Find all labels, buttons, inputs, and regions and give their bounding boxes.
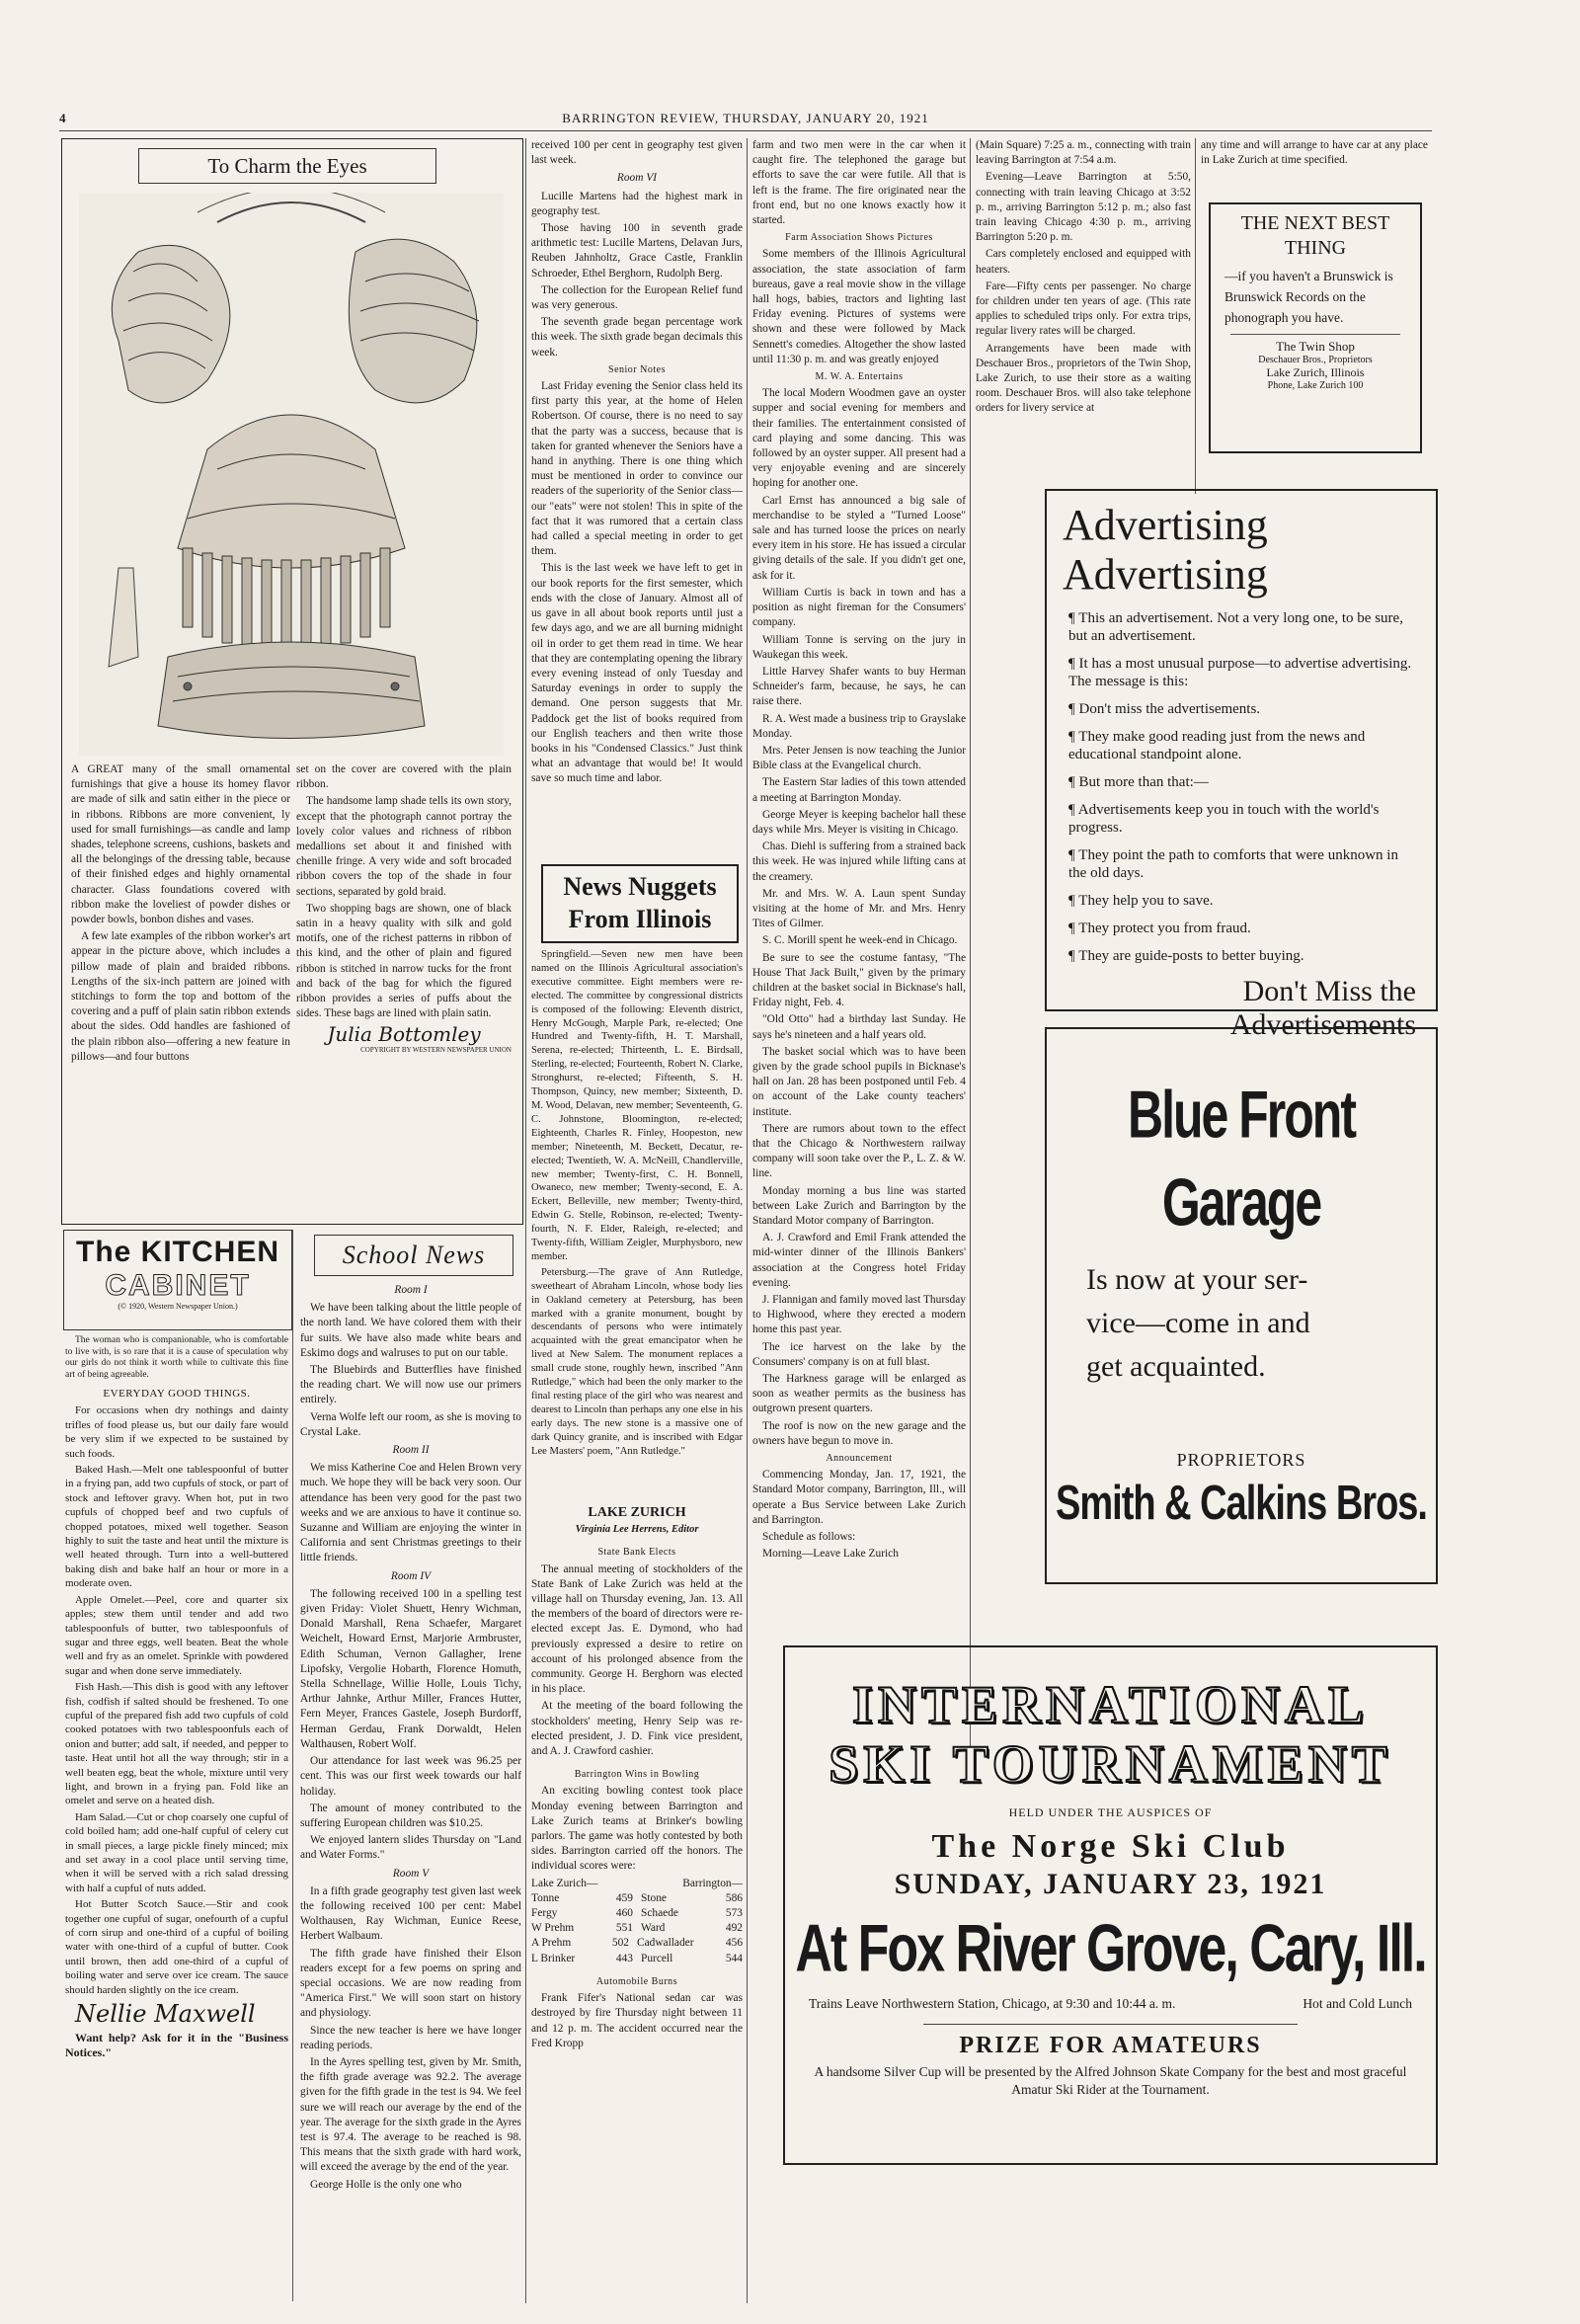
pilcrow-icon: ¶ (1068, 948, 1079, 964)
twin-shop-ad (1209, 202, 1422, 453)
score-row (531, 1921, 743, 1936)
col4-paragraph: farm and two men were in the car when it caught fire. The telephoned the garage but efforts to save the car were futile. All that is left is the frame. The fire originated near the front end, but no one knows exactly how it started. (752, 139, 966, 227)
ski-title-2: SKI TOURNAMENT (829, 1734, 1392, 1794)
advertising-item (1068, 609, 1418, 645)
score-row (531, 1952, 743, 1966)
twin-shop-body: —if you haven't a Brunswick is Brunswick Records on the phonograph you have. (1224, 269, 1393, 325)
advertising-item-text: They make good reading just from the news and educational standpoint alone. (1068, 729, 1366, 762)
ski-club: The Norge Ski Club (931, 1828, 1290, 1865)
col4-paragraph: Little Harvey Shafer wants to buy Herman Schneider's farm, because, he says, he can raise there. (752, 665, 966, 708)
score-head-right: Barrington— (682, 1877, 743, 1889)
page-number: 4 (59, 111, 67, 125)
school-paragraph: Verna Wolfe left our room, as she is moving to Crystal Lake. (300, 1410, 521, 1438)
advertising-bottom-1: Don't Miss the (1242, 975, 1416, 1007)
score-cell: Tonne (531, 1891, 560, 1904)
column-rule (1195, 138, 1196, 494)
score-cell: A Prehm (531, 1937, 572, 1950)
lake-zurich-paragraph: Frank Fifer's National sedan car was destroyed by fire Thursday night between 11 and 12 p. m. The accident occurred near the Fred Kropp (531, 1992, 743, 2049)
col4-paragraph: J. Flannigan and family moved last Thursday to Highwood, where they erected a modern home this past year. (752, 1294, 966, 1336)
col4-text (752, 138, 966, 1758)
column-rule (970, 138, 971, 1758)
score-cell: 443 (615, 1952, 633, 1964)
kitchen-paragraph: Ham Salad.—Cut or chop coarsely one cupful of cold boiled ham; add one-half cupful of celery cut in small pieces, a large pickle finely minced; mix and set away in a cool place until serving time, when it will be served with a rich salad dressing with half a cupful of nuts added. (65, 1810, 288, 1894)
charm-text-right (296, 762, 512, 1207)
advertising-item-text: Advertisements keep you in touch with the world's progress. (1068, 802, 1380, 836)
ski-date: SUNDAY, JANUARY 23, 1921 (894, 1868, 1327, 1900)
score-cell: 551 (615, 1922, 633, 1935)
col3-paragraph: The seventh grade began percentage work this week. The sixth grade began decimals this week. (531, 316, 743, 359)
garage-body-1: Is now at your ser- (1086, 1263, 1308, 1296)
col5-paragraph: Arrangements have been made with Deschauer Bros., proprietors of the Twin Shop, Lake Zurich, to use their store as a waiting room. Deschauer Bros. will also take telephone orders for livery service at (976, 342, 1191, 415)
col4-paragraph: William Curtis is back in town and has a position as night fireman for the Consumers' company. (752, 586, 966, 629)
score-cell: 586 (725, 1891, 743, 1904)
school-paragraph: We have been talking about the little people of the north land. We have colored them with their fur suits. We have also made white bears and Eskimo dogs and walruses to put on our table. (300, 1302, 521, 1359)
score-row (531, 1891, 743, 1906)
kitchen-copyright: (© 1920, Western Newspaper Union.) (118, 1302, 238, 1311)
kitchen-masthead (63, 1230, 292, 1330)
col3-paragraph: received 100 per cent in geography test given last week. (531, 139, 743, 167)
room-heading: Room V (392, 1867, 430, 1880)
score-cell: 492 (725, 1922, 743, 1935)
twin-shop-owners: Deschauer Bros., Proprietors (1258, 355, 1373, 365)
school-paragraph: The amount of money contributed to the suffering European children was $10.25. (300, 1802, 521, 1829)
lake-zurich-text (531, 1501, 743, 2306)
school-paragraph: The Bluebirds and Butterflies have finished the reading chart. We will now use our primers entirely. (300, 1364, 521, 1406)
kitchen-signature: Nellie Maxwell (75, 2000, 256, 2029)
col4-paragraph: The local Modern Woodmen gave an oyster supper and social evening for members and their families. The entertainment consisted of card playing and some dancing. This was followed by an oyster supper. All present had a very enjoyable evening and are sincerely hoping for another one. (752, 387, 966, 490)
kitchen-title-bottom: CABINET (105, 1269, 251, 1302)
charm-paragraph: The handsome lamp shade tells its own story, except that the photograph cannot portray the lovely color values and richness of ribbon medallions set about it and finished with chenille fringe. A very wide and soft brocaded ribbon covers the top of the shade in four sections, separated by gold braid. (296, 795, 512, 898)
kitchen-paragraph: Baked Hash.—Melt one tablespoonful of butter in a frying pan, add two cupfuls of stock, or part of stock and leftover gravy. When hot, put in two cupfuls of chopped beef and two cupfuls of chopped potatoes, mixed well together. Season highly to suit the taste and heat until the mixture is well heated through. Turn into a well-buttered baking dish and bake half an hour or more in a moderate oven. (65, 1464, 288, 1590)
score-cell: 573 (725, 1907, 743, 1920)
twin-shop-name: The Twin Shop (1276, 339, 1355, 354)
col4-paragraph: Chas. Diehl is suffering from a strained back this week. He was injured while lifting cans at the creamery. (752, 841, 966, 883)
school-paragraph: The fifth grade have finished their Elson readers except for a few poems on spring and special occasions. We are now reading from "America First." We will soon start on history and physiology. (300, 1947, 521, 2020)
col6-text (1201, 138, 1428, 198)
school-paragraph: The following received 100 in a spelling test given Friday: Violet Shuett, Henry Wichman, Donald Marshall, Rena Schaefer, Margaret Weichelt, Howard Ernst, Marjorie Armbruster, Edith Schuman, Vernon Gallagher, Irene Lipofsky, Vergolie Hobarth, Florence Homuth, Stella Schnellage, Willie Holle, Louis Tichy, Arthur Jahnke, Arthur Miller, Frances Hutter, Fern Meyer, Frances Gastele, Joseph Burdorff, Herman Gerdau, Frank Dorwaldt, Helen Walthausen, Robert Wolf. (300, 1587, 521, 1750)
kitchen-text (65, 1335, 288, 2303)
twin-shop-title-2: THING (1284, 237, 1347, 259)
col3-paragraph: Lucille Martens had the highest mark in geography test. (531, 190, 743, 217)
score-header (531, 1877, 743, 1891)
school-paragraph: We enjoyed lantern slides Thursday on "Land and Water Forms." (300, 1834, 521, 1862)
kitchen-paragraph: Fish Hash.—This dish is good with any leftover fish, codfish if salted should be freshened. To one cupful of the prepared fish add two cupfuls of cold cooked potatoes with two tablespoonfuls each of onion and butter; add salt, if needed, and pepper to taste. Heat until hot all the way through; stir in a well beaten egg, beat the whole, mixture until very light, and brown in a frying pan. Fold like an omelet and serve on a heated dish. (65, 1681, 288, 1807)
kitchen-quote: The woman who is companionable, who is comfortable to live with, is so rare that it is a cause of speculation why our girls do not think it worth while to cultivate this fine art of being agreeable. (65, 1335, 288, 1380)
col6-paragraph: any time and will arrange to have car at any place in Lake Zurich at time specified. (1201, 139, 1428, 167)
score-cell: 456 (725, 1937, 743, 1950)
pilcrow-icon: ¶ (1068, 921, 1079, 936)
score-cell: W Prehm (531, 1922, 575, 1935)
ski-place: At Fox River Grove, Cary, Ill. (795, 1911, 1426, 1986)
col4-paragraph: Morning—Leave Lake Zurich (762, 1548, 899, 1561)
advertising-item-text: This an advertisement. Not a very long one, to be sure, but an advertisement. (1068, 610, 1403, 644)
charm-paragraph: A few late examples of the ribbon worker's art appear in the picture above, which includes a pillow made of plain and braided ribbons. Lengths of the six-inch pattern are joined with stitchings to form the top and bottom of the covering and a puff of plain satin ribbon extends about the sides. Odd handles are fashioned of the plain ribbon also—offering a new feature in pillows—and four buttons (71, 930, 290, 1063)
col4-paragraph: The Eastern Star ladies of this town attended a meeting at Barrington Monday. (752, 776, 966, 804)
news-nuggets-text (531, 948, 743, 1501)
col4-paragraph: "Old Otto" had a birthday last Sunday. He says he's nineteen and a half years old. (752, 1013, 966, 1041)
school-paragraph: We miss Katherine Coe and Helen Brown very much. We hope they will be back very soon. Our attendance has been very good for the past two weeks and we are anxious to have it continue so. Suzanne and William are enjoying the winter in California and sent Christmas greetings to their little friends. (300, 1462, 521, 1564)
lake-zurich-editor: Virginia Lee Herrens, Editor (575, 1524, 699, 1536)
col4-paragraph: There are rumors about town to the effect that the Chicago & Northwestern railway company will soon take over the P., L. Z. & W. line. (752, 1122, 966, 1180)
advertising-ad (1045, 489, 1438, 1041)
ski-auspices: HELD UNDER THE AUSPICES OF (1008, 1805, 1213, 1819)
school-paragraph: Since the new teacher is here we have longer reading periods. (300, 2024, 521, 2051)
column-rule (747, 138, 748, 2303)
col5-paragraph: Evening—Leave Barrington at 5:50, connecting with train leaving Chicago at 3:52 p. m., arriving Barrington 5:12 p. m.; also fast train leaving Chicago 4:30 p. m., arriving Barrington 5:20 p. m. (976, 171, 1191, 244)
col4-paragraph: Mr. and Mrs. W. A. Laun spent Sunday visiting at the home of Mr. and Mrs. Henry Tites of Gilmer. (752, 887, 966, 930)
garage-title: Blue Front Garage (1128, 1077, 1355, 1241)
col4-heading: M. W. A. Entertains (815, 371, 904, 383)
page-header (59, 107, 1432, 131)
advertising-item (1068, 728, 1418, 763)
school-news-title: School News (342, 1241, 486, 1269)
score-cell: Fergy (531, 1907, 558, 1920)
col3-paragraph: Those having 100 in seventh grade arithmetic test: Lucille Martens, Delavan Jurs, Reuben Jahnholtz, Grace Castle, Franklin Schroeder, Ethel Berghorn, Rudolph Berg. (531, 222, 743, 280)
ski-title-1: INTERNATIONAL (851, 1675, 1370, 1734)
col4-paragraph: S. C. Morill spent he week-end in Chicago. (762, 934, 958, 947)
charm-text-left (71, 762, 290, 1217)
col5-paragraph: (Main Square) 7:25 a. m., connecting with train leaving Barrington at 7:54 a.m. (976, 139, 1191, 167)
score-cell: 460 (615, 1907, 633, 1920)
col4-heading: Announcement (826, 1453, 893, 1465)
score-cell: L Brinker (531, 1952, 576, 1964)
kitchen-title-top: The KITCHEN (76, 1236, 279, 1268)
news-nuggets-title-1: News Nuggets (563, 872, 717, 901)
charm-copyright: COPYRIGHT BY WESTERN NEWSPAPER UNION (360, 1045, 512, 1054)
pilcrow-icon: ¶ (1068, 847, 1079, 863)
twin-shop-phone: Phone, Lake Zurich 100 (1267, 380, 1364, 391)
pillow (158, 642, 425, 739)
ski-tournament-ad (783, 1645, 1438, 2165)
school-news-text (300, 1280, 521, 2307)
lake-zurich-paragraph: At the meeting of the board following the stockholders' meeting, Henry Seip was re-elected president, J. D. Fink vice president, and A. J. Crawford cashier. (531, 1700, 743, 1758)
advertising-title-2: Advertising (1063, 550, 1268, 599)
col3-text (531, 138, 743, 874)
col4-paragraph: Some members of the Illinois Agricultural association, the state association of farm bureaus, gave a real movie show in the village hall hogs, babies, tractors and lighting last Friday evening. Pictures of systems were shown and these were followed by Mack Sennett's comedies. Altogether the show lasted until 11:30 p. m. and was greatly enjoyed (752, 248, 966, 365)
advertising-item-text: It has a most unusual purpose—to advertise advertising. The message is this: (1068, 656, 1412, 689)
col4-paragraph: Mrs. Peter Jensen is now teaching the Junior Bible class at the Evangelical church. (752, 744, 966, 772)
twin-shop-town: Lake Zurich, Illinois (1266, 365, 1365, 379)
advertising-item (1068, 846, 1418, 882)
ski-trains: Trains Leave Northwestern Station, Chicago, at 9:30 and 10:44 a. m. (809, 1996, 1176, 2011)
garage-body-3: get acquainted. (1086, 1350, 1266, 1383)
score-row (531, 1906, 743, 1921)
lake-zurich-heading: Barrington Wins in Bowling (574, 1769, 700, 1781)
school-paragraph: Our attendance for last week was 96.25 per cent. This was our first week towards our half holiday. (300, 1755, 521, 1798)
pilcrow-icon: ¶ (1068, 893, 1079, 909)
advertising-item (1068, 773, 1418, 791)
col4-heading: Farm Association Shows Pictures (785, 232, 933, 244)
pilcrow-icon: ¶ (1068, 656, 1079, 672)
col4-paragraph: The Harkness garage will be enlarged as soon as weather permits as the business has outgrown present quarters. (752, 1373, 966, 1415)
col3-paragraph: This is the last week we have left to get in our book reports for the first semester, which ends with the close of January. Almost all of us gave in all about book reports until just a few days ago, and we are all burning midnight oil in order to get them read in time. We hear that they are contemplating opening the library every evening instead of only Tuesday and Saturday evenings in order to supply the demand. One person suggests that Mr. Paddock get the list of books required from our English teachers and then write those books in his "Condensed Classics." Just think what an advantage that would be! It would save so much time and labor. (531, 562, 743, 785)
col4-paragraph: William Tonne is serving on the jury in Waukegan this week. (752, 633, 966, 661)
advertising-item (1068, 801, 1418, 837)
advertising-item-text: Don't miss the advertisements. (1078, 701, 1261, 717)
col4-paragraph: The ice harvest on the lake by the Consumers' company is on at full blast. (752, 1340, 966, 1368)
lake-zurich-heading: State Bank Elects (597, 1547, 676, 1559)
charm-paragraph: A GREAT many of the small ornamental furnishings that give a house its homey flavor are made of silk and satin either in the piece or in ribbons. Ribbons are more convenient, ly used for small furnishings—as candle and lamp shades, telephone screens, cushions, baskets and all the belongings of the dressing table, because of their finished edges and highly ornamental character. Glass foundations covered with ribbon make the loveliest of powder dishes or powder bowls, bonbon dishes and vases. (71, 763, 290, 926)
lake-zurich-heading: Automobile Burns (595, 1975, 678, 1987)
advertising-item-text: They point the path to comforts that were unknown in the old days. (1068, 847, 1398, 881)
pilcrow-icon: ¶ (1068, 701, 1079, 717)
twin-shop-title-1: THE NEXT BEST (1240, 212, 1390, 234)
col3-paragraph: The collection for the European Relief fund was very generous. (531, 283, 743, 312)
ski-lunch: Hot and Cold Lunch (1303, 1996, 1412, 2011)
col4-paragraph: George Meyer is keeping bachelor hall these days while Mrs. Meyer is visiting in Chicago. (752, 808, 966, 836)
score-cell: Purcell (641, 1952, 673, 1964)
advertising-item (1068, 892, 1418, 910)
school-news-title-box (314, 1235, 514, 1276)
col5-text (976, 138, 1191, 494)
garage-proprietors: PROPRIETORS (1176, 1450, 1306, 1470)
school-paragraph: In the Ayres spelling test, given by Mr. Smith, the fifth grade average was 92.2. The average given for the fifth grade in the test is 94. We feel sure we will reach our average by the end of the year. The average for the sixth grade in the Ayres test is 97.4. The average to be reached is 98. This means that the sixth grade with hard work, will exceed the average by the end of the year. (300, 2055, 521, 2174)
score-cell: Stone (641, 1891, 667, 1904)
pilcrow-icon: ¶ (1068, 729, 1079, 745)
advertising-item-text: But more than that:— (1078, 774, 1209, 790)
col4-paragraph: The basket social which was to have been given by the grade school pupils in Bicknase's hall on Jan. 28 has been postponed until Feb. 4 on account of the Lake county teachers' institute. (752, 1045, 966, 1118)
news-nuggets-box (541, 864, 739, 943)
garage-owners: Smith & Calkins Bros. (1056, 1477, 1427, 1531)
kitchen-paragraph: Hot Butter Scotch Sauce.—Stir and cook together one cupful of sugar, onefourth of a cupful of corn sirup and one-third of a cupful of boiling water with one-third of a cupful of butter. Cook until brown, then add one-third of a cupful of boiling water and serve over ice cream. The sauce should harden slightly on the ice cream. (65, 1898, 288, 1996)
advertising-item (1068, 920, 1418, 937)
score-cell: 459 (615, 1891, 633, 1904)
charm-paragraph: Two shopping bags are shown, one of black satin in a heavy quality with silk and gold motifs, one of the richest patterns in ribbon of this kind, and the other of plain and figured ribbon is stitched in narrow tucks for the front and back of the bag for which the figured ribbon provides a series of puffs about the sides. These bags are lined with plain satin. (296, 902, 512, 1020)
col4-paragraph: Commencing Monday, Jan. 17, 1921, the Standard Motor company, Barrington, Ill., will operate a Bus Service between Lake Zurich and Barrington. (752, 1469, 966, 1526)
score-table (531, 1891, 743, 1966)
score-head-left: Lake Zurich— (531, 1877, 598, 1889)
advertising-item-text: They help you to save. (1078, 893, 1214, 909)
advertising-item-text: They are guide-posts to better buying. (1078, 948, 1304, 964)
lake-zurich-title: LAKE ZURICH (588, 1505, 686, 1520)
pilcrow-icon: ¶ (1068, 774, 1079, 790)
kitchen-footer: Want help? Ask for it in the "Business Notices." (65, 2031, 288, 2059)
charm-paragraph: set on the cover are covered with the plain ribbon. (296, 763, 512, 791)
room-heading: Room I (394, 1284, 428, 1296)
score-cell: 502 (611, 1937, 629, 1950)
charm-title: To Charm the Eyes (207, 154, 367, 178)
charm-title-box (138, 148, 436, 184)
ribbon-illustration (79, 193, 504, 756)
kitchen-paragraph: Apple Omelet.—Peel, core and quarter six apples; stew them until tender and add two tablespoonfuls of butter, two tablespoonfuls of sugar and three eggs, well beaten. Beat the whole well and fry as an omelet. Sprinkle with powdered sugar and when done serve immediately. (65, 1593, 288, 1677)
nuggets-paragraph: Springfield.—Seven new men have been named on the Illinois Agricultural association's executive committee. Eight members were re-elected. The committee by congressional districts is composed of the following: Eleventh district, Henry McGough, Marple Park, re-elected; One Hundred and Twenty-fifth, H. T. Marshall, Serena, re-elected; Thirteenth, L. E. Birdsall, Sterling, re-elected; Fourteenth, Robert N. Clarke, Stronghurst, re-elected; Fifteenth, S. H. Thompson, Quincy, new member; Sixteenth, D. M. Wood, Delavan, new member; Seventeenth, G. C. Johnstone, Bloomington, re-elected; Eighteenth, Charles R. Finley, Hoopeston, new member; Nineteenth, M. Beckett, Decatur, re-elected; Twentieth, W. A. McNeill, Chandlerville, new member; Twenty-first, C. H. Bonnell, Owaneco, new member; Twenty-second, E. A. Eckert, Belleville, new member; Twenty-third, Edwin G. Stelle, Robinson, re-elected; Twenty-fourth, N. F. Elder, Raleigh, re-elected; and Twenty-fifth, William Zeigler, Murphysboro, new member. (531, 949, 743, 1262)
room-heading: Room VI (616, 172, 658, 185)
charm-signature: Julia Bottomley (327, 1022, 481, 1047)
advertising-item (1068, 700, 1418, 718)
school-paragraph: George Holle is the only one who (310, 2178, 462, 2191)
pilcrow-icon: ¶ (1068, 802, 1078, 818)
lake-zurich-paragraph: An exciting bowling contest took place Monday evening between Barrington and Lake Zurich teams at Brinker's bowling parlors. The game was hotly contested by both sides. Barrington carried off the honors. The individual scores were: (531, 1785, 743, 1873)
col4-paragraph: Schedule as follows: (762, 1531, 856, 1544)
score-row (531, 1936, 743, 1951)
ski-prize-text: A handsome Silver Cup will be presented by the Alfred Johnson Skate Company for the best and most graceful Amatur Ski Rider at the Tournament. (814, 2064, 1407, 2097)
garage-body-2: vice—come in and (1086, 1307, 1310, 1339)
col5-paragraph: Cars completely enclosed and equipped with heaters. (976, 248, 1191, 276)
kitchen-paragraph: For occasions when dry nothings and dainty trifles of food please us, but our daily fare would be very slim if we expected to be sustained by such foods. (65, 1404, 288, 1460)
advertising-title-1: Advertising (1063, 501, 1268, 549)
score-cell: 544 (725, 1952, 743, 1964)
col4-paragraph: A. J. Crawford and Emil Frank attended the mid-winter dinner of the Illinois Bankers' association at the Congress hotel Friday evening. (752, 1232, 966, 1289)
score-cell: Cadwallader (636, 1937, 694, 1950)
advertising-list (1047, 609, 1436, 965)
news-nuggets-title-2: From Illinois (568, 905, 712, 933)
room-heading: Room IV (390, 1569, 432, 1582)
masthead: BARRINGTON REVIEW, THURSDAY, JANUARY 20, 1921 (562, 111, 929, 125)
room-heading: Room II (392, 1444, 430, 1457)
lamp-shade (178, 415, 405, 651)
score-cell: Schaede (641, 1907, 678, 1920)
kitchen-heading: EVERYDAY GOOD THINGS. (103, 1388, 251, 1400)
col3-paragraph: Last Friday evening the Senior class held its first party this year, at the home of Helen Robertson. Of course, there is no need to say that the party was a success, because that is taken for granted whenever the Seniors have a hand in anything. There is one thing which must be mentioned in order to convince our readers of the superiority of the Senior class—our "eats" were not stolen! This in spite of the fact that it was rumored that a certain class had called a special meeting in order to get them. (531, 380, 743, 558)
advertising-item-text: They protect you from fraud. (1078, 921, 1251, 936)
score-cell: Ward (641, 1922, 666, 1935)
advertising-bottom-2: Advertisements (1229, 1008, 1416, 1041)
pilcrow-icon: ¶ (1068, 610, 1079, 626)
school-paragraph: In a fifth grade geography test given last week the following received 100 per cent: Mabel Wolthausen, Ray Wichman, Eunice Reese, Herbert Walbaum. (300, 1884, 521, 1943)
col4-paragraph: Be sure to see the costume fantasy, "The House That Jack Built," given by the primary children at the basket social in Bicknase's hall, Friday night, Feb. 4. (752, 951, 966, 1009)
nuggets-paragraph: Petersburg.—The grave of Ann Rutledge, sweetheart of Abraham Lincoln, whose body lies in Oakland cemetery at Petersburg, has been marked with a granite monument, bought by descendants of persons who were intimately acquainted with the great emancipator when he lived at New Salem. The monument replaces a small crude stone, roughly hewn, inscribed "Ann Rutledge," which had been the only marker to the final resting place of the girl who was nearest and dearest to Lincoln than perhaps any one else in his early days. The new stone is a massive one of dark Quincy granite, and is inscribed with Edgar Lee Masters' poem, "Ann Rutledge." (531, 1266, 743, 1457)
col4-paragraph: Monday morning a bus line was started between Lake Zurich and Barrington by the Standard Motor company of Barrington. (752, 1184, 966, 1228)
senior-notes-heading: Senior Notes (608, 363, 666, 375)
col4-paragraph: The roof is now on the new garage and the owners have begun to move in. (752, 1419, 966, 1447)
col5-paragraph: Fare—Fifty cents per passenger. No charge for children under ten years of age. (This rate applies to scheduled trips only. For extra trips, regular livery rates will be charged. (976, 280, 1191, 338)
column-rule (525, 138, 526, 2303)
lake-zurich-paragraph: The annual meeting of stockholders of the State Bank of Lake Zurich was held at the village hall on Thursday evening, Jan. 13. All the members of the board of directors were re-elected except Jas. E. Dymond, who had previously expressed a desire to retire on account of his prolonged absence from the community. George H. Berghorn was elected in his place. (531, 1563, 743, 1696)
col4-paragraph: Carl Ernst has announced a big sale of merchandise to be styled a "Turned Loose" sale and has turned loose the prices on nearly every item in his store. He has issued a circular giving details of the sale. If you didn't get one, ask for it. (752, 494, 966, 582)
col4-paragraph: R. A. West made a business trip to Grayslake Monday. (752, 712, 966, 740)
ski-prize: PRIZE FOR AMATEURS (959, 2033, 1262, 2058)
advertising-item (1068, 655, 1418, 690)
blue-front-garage-ad (1045, 1027, 1438, 1584)
advertising-item (1068, 947, 1418, 965)
column-rule (292, 1230, 293, 2301)
